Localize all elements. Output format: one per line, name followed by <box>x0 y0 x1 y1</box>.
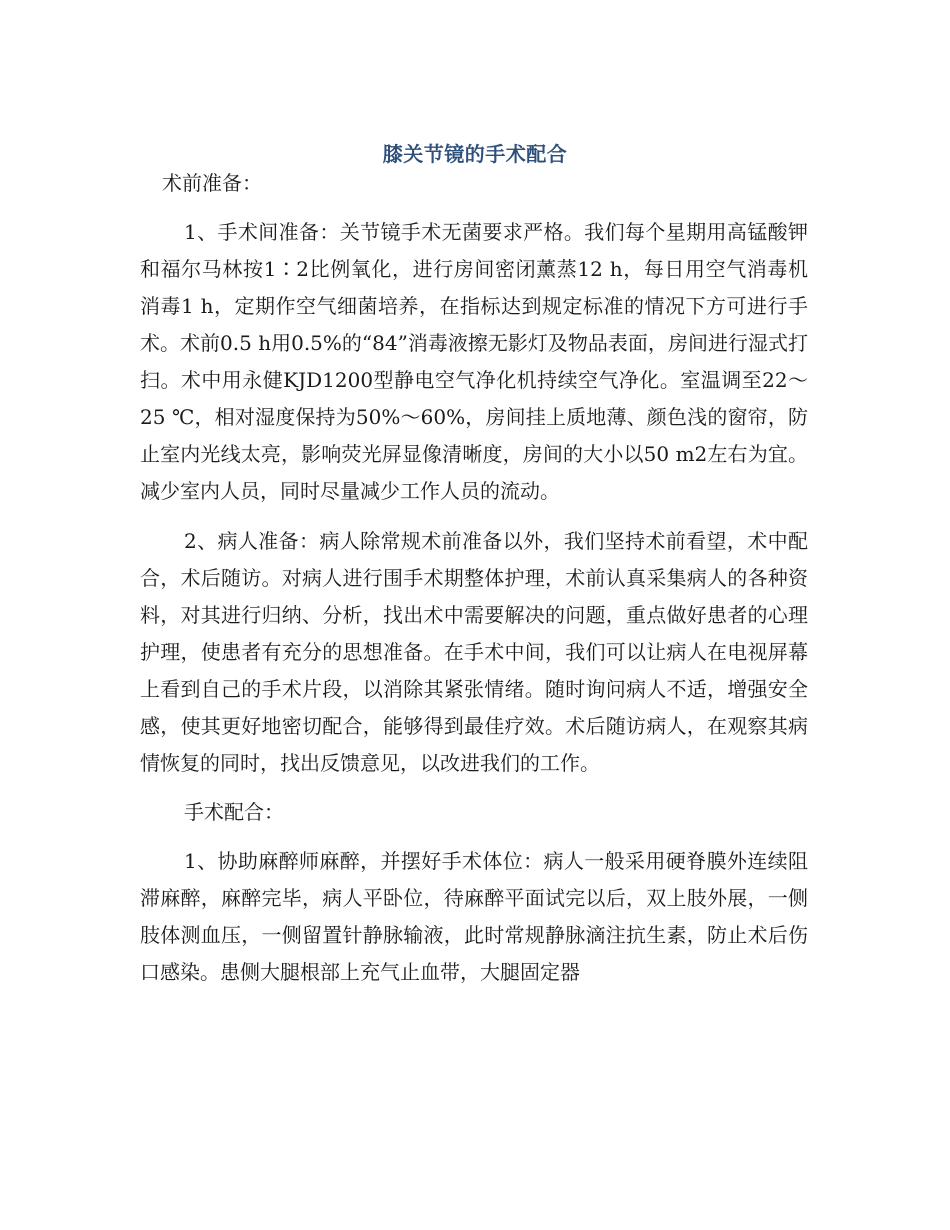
section-heading-surgical-cooperation: 手术配合： <box>184 800 284 824</box>
section-heading-preop: 术前准备： <box>162 171 262 195</box>
document-title: 膝关节镜的手术配合 <box>382 142 568 166</box>
paragraph-patient-preparation: 2、病人准备：病人除常规术前准备以外，我们坚持术前看望，术中配合，术后随访。对病人进行围手术期整体护理，术前认真采集病人的各种资料，对其进行归纳、分析，找出术中需要解决的问题，重点做好患者的心理护理，使患者有充分的思想准备。在手术中间，我们可以让病人在电视屏幕上看到自己的手术片段，以消除其紧张情绪。随时询问病人不适，增强安全感，使其更好地密切配合，能够得到最佳疗效。术后随访病人，在观察其病情恢复的同时，找出反馈意见，以改进我们的工作。 <box>140 529 808 775</box>
document-body <box>140 166 808 991</box>
paragraph-room-preparation: 1、手术间准备：关节镜手术无菌要求严格。我们每个星期用高锰酸钾和福尔马林按1∶2比例氧化，进行房间密闭薰蒸12 h，每日用空气消毒机消毒1 h，定期作空气细菌培养，在指标达到规定标准的情况下方可进行手术。术前0.5 h用0.5%的“84”消毒液擦无影灯及物品表面，房间进行湿式打扫。术中用永健KJD1200型静电空气净化机持续空气净化。室温调至22～25 ℃，相对湿度保持为50%～60%，房间挂上质地薄、颜色浅的窗帘，防止室内光线太亮，影响荧光屏显像清晰度，房间的大小以50 m2左右为宜。减少室内人员，同时尽量减少工作人员的流动。 <box>140 220 808 503</box>
paragraph-anesthesia-positioning: 1、协助麻醉师麻醉，并摆好手术体位：病人一般采用硬脊膜外连续阻滞麻醉，麻醉完毕，病人平卧位，待麻醉平面试完以后，双上肢外展，一侧肢体测血压，一侧留置针静脉输液，此时常规静脉滴注抗生素，防止术后伤口感染。患侧大腿根部上充气止血带，大腿固定器 <box>140 849 808 984</box>
